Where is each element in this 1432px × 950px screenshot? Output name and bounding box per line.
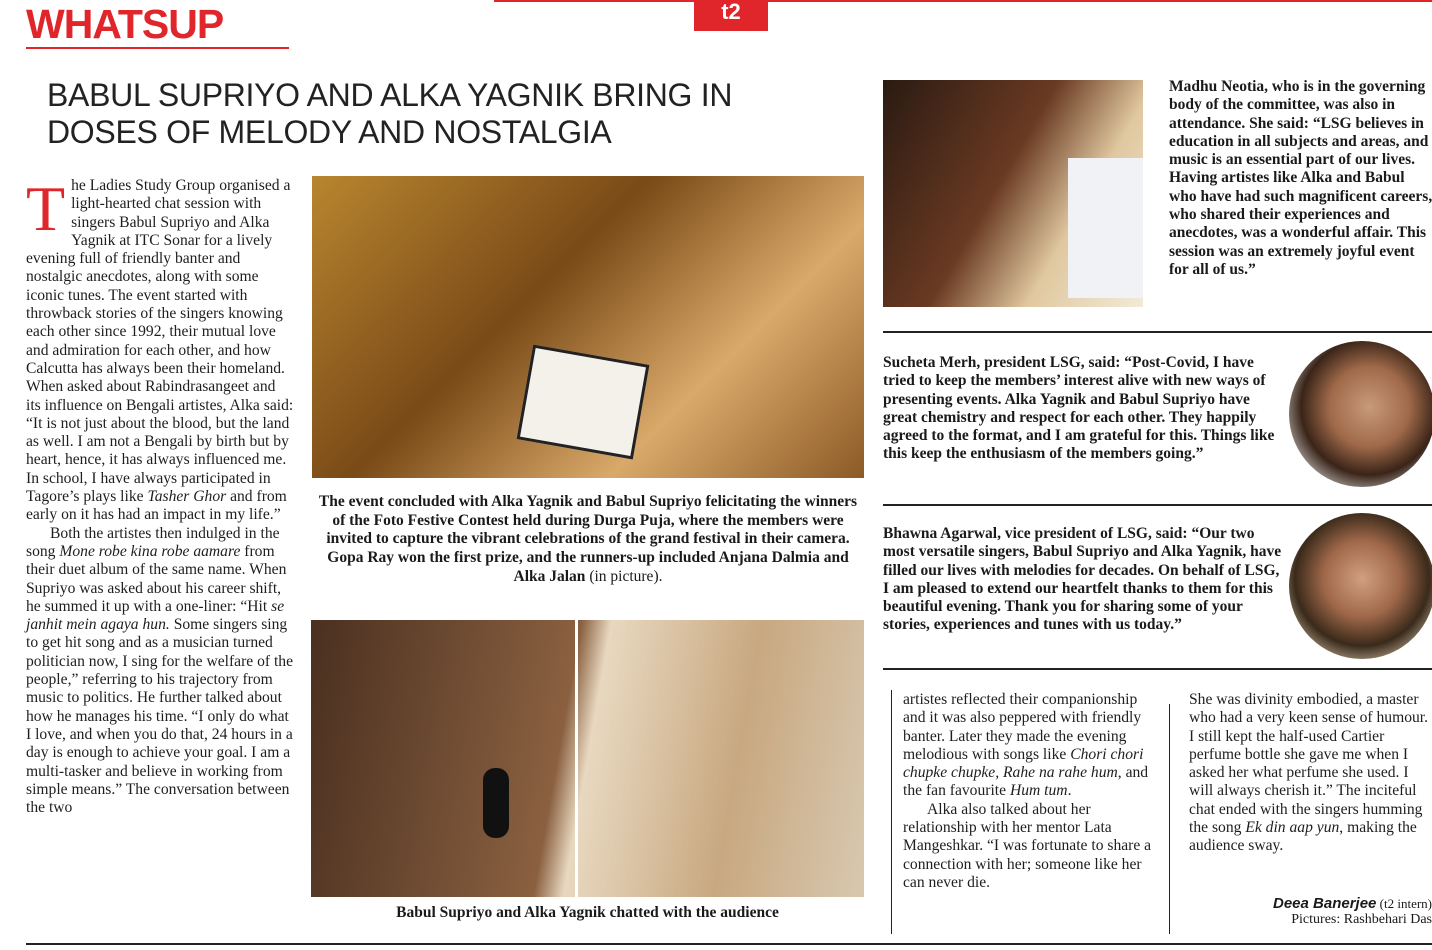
byline <box>1240 893 1432 912</box>
quote-phrase: se janhit mein agaya hun. <box>26 597 285 634</box>
text-run: . <box>1067 782 1072 800</box>
photo-caption <box>318 493 858 587</box>
quote-block: Sucheta Merh, president LSG, said: “Post-Covid, I have tried to keep the members’ interest alive with new ways of presenting events. Alka Yagnik and Babul Supriyo have great chemistry and respect for each other. They happily agreed to the format, and I am grateful for this. Things like this keep the enthusiasm of the members going.” <box>883 354 1275 463</box>
song-title: Tasher Ghor <box>147 488 227 506</box>
drop-cap: T <box>26 173 66 244</box>
article-column-3 <box>903 691 1155 892</box>
quote-block: Bhawna Agarwal, vice president of LSG, said: “Our two most versatile singers, Babul Supriyo and Alka Yagnik, have filled our lives with melodies for decades. On behalf of LSG, I am pleased to extend our heartfelt thanks to them for this beautiful evening. Thank you for sharing some of your stories, experiences and tunes with us today.” <box>883 525 1282 634</box>
song-title: Mone robe kina robe aamare <box>59 542 241 560</box>
author-name: Deea Banerjee <box>1273 895 1377 912</box>
section-label: WHATSUP <box>26 1 224 47</box>
t2-logo: t2 <box>694 0 768 31</box>
divider <box>883 668 1432 670</box>
author-note: (t2 intern) <box>1376 896 1432 911</box>
song-title: Chori chori chupke chupke, Rahe na rahe hum <box>903 745 1144 782</box>
top-rule-right <box>768 0 1432 2</box>
song-title: Hum tum <box>1009 782 1068 800</box>
headline-line1: BABUL SUPRIYO AND ALKA YAGNIK BRING IN <box>47 77 733 113</box>
text-run: , and the fan favourite <box>903 764 1149 800</box>
text-run: he Ladies Study Group organised a light-hearted chat session with singers Babul Supriyo and Alka Yagnik at ITC Sonar for a lively evening full of friendly banter and nostalgic anecdotes, along with some iconic tunes. The event started with throwback stories of the singers knowing each other since 1992, their mutual love and admiration for each other, and how Calcutta has always been their homeland. When asked about Rabindrasangeet and its influence on Bengali artistes, Alka said: “It is not just about the blood, but the land as well. I am not a Bengali by birth but by heart, hence, it has always influenced me. In school, I have always participated in Tagore’s plays like <box>26 177 294 506</box>
divider <box>883 331 1432 333</box>
backdrop-banner <box>1068 158 1143 298</box>
headline <box>47 77 847 151</box>
framed-picture <box>517 344 650 459</box>
text-run: and from early on it has had an impact in my life.” <box>26 488 287 524</box>
divider <box>883 504 1432 506</box>
article-column-4 <box>1189 691 1432 856</box>
avatar <box>1289 341 1432 487</box>
paragraph <box>26 173 294 525</box>
event-photo-singers <box>311 620 864 897</box>
column-divider <box>1169 704 1170 934</box>
paragraph <box>903 691 1155 801</box>
avatar <box>1289 513 1432 659</box>
column-divider <box>891 690 892 934</box>
text-run: Both the artistes then indulged in the song <box>26 524 280 560</box>
photo-credit: Pictures: Rashbehari Das <box>1291 912 1432 927</box>
text-run: , making the audience sway. <box>1189 819 1417 855</box>
photo-divider <box>575 620 578 897</box>
text-run: artistes reflected their companionship and it was also peppered with friendly banter. Later they made the evening melodious with songs like <box>903 691 1142 763</box>
article-column-1 <box>26 173 294 817</box>
text-run: from their duet album of the same name. When Supriyo was asked about his career shift, he summed it up with a one-liner: “Hit <box>26 542 287 615</box>
paragraph: Alka also talked about her relationship with her mentor Lata Mangeshkar. “I was fortunate to share a connection with her; someone like her can never die. <box>903 800 1152 891</box>
event-photo-felicitation <box>312 176 864 478</box>
text-run: Some singers sing to get hit song and as a musician turned politician now, I sing for the welfare of the people,” referring to his trajectory from music to politics. He further talked about how he manages his time. “I only do what I love, and when you do that, 24 hours in a day is enough to achieve your goal. I am a multi-tasker and believe in working from simple means.” The conversation between the two <box>26 616 294 817</box>
headline-line2: DOSES OF MELODY AND NOSTALGIA <box>47 114 612 150</box>
paragraph <box>1189 691 1432 856</box>
section-rule <box>26 47 289 49</box>
caption-text: The event concluded with Alka Yagnik and Babul Supriyo felicitating the winners of the Foto Festive Contest held during Durga Puja, where the members were invited to capture the vibrant celebrations of the grand festival in their camera. Gopa Ray won the first prize, and the runners-up included Anjana Dalmia and Alka Jalan <box>318 493 858 585</box>
top-rule-left <box>494 0 694 2</box>
portrait-photo <box>883 80 1143 307</box>
paragraph <box>26 525 294 818</box>
photo-caption: Babul Supriyo and Alka Yagnik chatted with the audience <box>396 904 779 921</box>
quote-block: Madhu Neotia, who is in the governing body of the committee, was also in attendance. She said: “LSG believes in education in all subjects and areas, and music is an essential part of our lives. Having artistes like Alka and Babul who have had such magnificent careers, who shared their experiences and anecdotes, was a wonderful affair. This session was an extremely joyful event for all of us.” <box>1169 78 1432 278</box>
bottom-rule <box>26 943 1432 945</box>
microphone <box>483 768 509 838</box>
text-run: She was divinity embodied, a master who had a very keen sense of humour. I still kept the half-used Cartier perfume bottle she gave me when I asked her what perfume she used. I will always cherish it.” The inciteful chat ended with the singers humming the song <box>1189 691 1429 837</box>
caption-note: (in picture). <box>585 567 663 585</box>
song-title: Ek din aap yun <box>1245 819 1340 837</box>
